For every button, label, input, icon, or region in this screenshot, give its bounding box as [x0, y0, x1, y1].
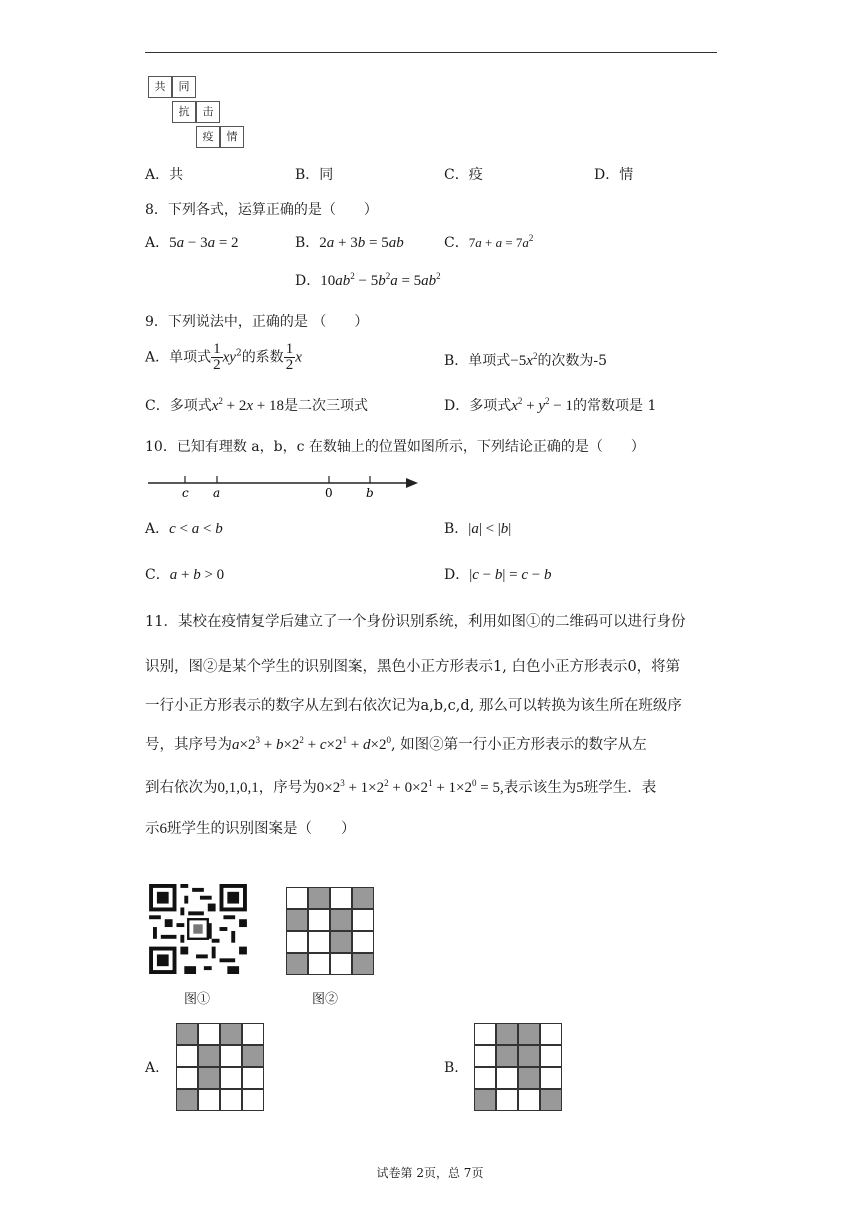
- grid-cell: [220, 1045, 242, 1067]
- q11-line6: 示6班学生的识别图案是（ ）: [145, 821, 356, 837]
- grid-cell: [518, 1067, 540, 1089]
- grid-cell: [308, 909, 330, 931]
- grid-cell: [176, 1067, 198, 1089]
- cube-face: 共: [148, 76, 172, 98]
- grid-cell: [286, 887, 308, 909]
- q8-option-c: C．$7a + a = 7a^2$: [444, 233, 534, 251]
- grid-cell: [330, 909, 352, 931]
- q7-option-c: C．疫: [444, 167, 483, 183]
- cube-face: 疫: [196, 126, 220, 148]
- q8-option-d: D．$10ab^2 - 5b^2a = 5ab^2$: [295, 271, 441, 289]
- grid-cell: [308, 887, 330, 909]
- q10-option-d: D．|c − b| = c − b: [444, 567, 552, 583]
- grid-cell: [540, 1067, 562, 1089]
- q11-option-a-label: A.: [145, 1060, 160, 1076]
- grid-cell: [518, 1089, 540, 1111]
- option-a-grid: [176, 1023, 264, 1111]
- q9-option-a: A．单项式 $\frac{1}{2}$ $xy^2$的系数 $\frac{1}{2}$ x: [145, 341, 302, 373]
- q7-option-a: A．共: [145, 167, 184, 183]
- grid-cell: [242, 1045, 264, 1067]
- q8-stem: 8．下列各式，运算正确的是（ ）: [145, 202, 378, 218]
- q11-line5: 到右依次为0,1,0,1，序号为$0\times 2^3 + 1\times 2^2 + 0\times 2^1 + 1\times 2^0 = 5$,表示该生为5班学生．表: [145, 778, 657, 796]
- label-c: c: [182, 486, 189, 500]
- grid-cell: [518, 1023, 540, 1045]
- grid-cell: [474, 1067, 496, 1089]
- grid-cell: [496, 1023, 518, 1045]
- grid-cell: [198, 1023, 220, 1045]
- q11-line2: 识别，图②是某个学生的识别图案，黑色小正方形表示1, 白色小正方形表示0，将第: [145, 659, 681, 675]
- q9-stem: 9．下列说法中，正确的是 （ ）: [145, 314, 369, 330]
- grid-cell: [518, 1045, 540, 1067]
- q9-option-b: B．单项式$-5x^2$的次数为-5: [444, 351, 608, 369]
- fig2-label: 图②: [312, 992, 339, 1007]
- number-line: [146, 470, 422, 500]
- grid-cell: [308, 931, 330, 953]
- grid-cell: [286, 953, 308, 975]
- fig1-label: 图①: [184, 992, 211, 1007]
- label-b: b: [366, 486, 374, 500]
- q7-option-b: B．同: [295, 167, 334, 183]
- grid-cell: [220, 1023, 242, 1045]
- q8-option-b: B．2a + 3b = 5ab: [295, 235, 404, 251]
- fig2-grid: [286, 887, 374, 975]
- grid-cell: [352, 931, 374, 953]
- grid-cell: [198, 1045, 220, 1067]
- cube-face: 抗: [172, 101, 196, 123]
- grid-cell: [496, 1089, 518, 1111]
- grid-cell: [286, 909, 308, 931]
- qr-code-image: [149, 884, 247, 974]
- q8-option-a: A．5a − 3a = 2: [145, 235, 239, 251]
- grid-cell: [330, 887, 352, 909]
- grid-cell: [308, 953, 330, 975]
- grid-cell: [198, 1089, 220, 1111]
- grid-cell: [474, 1089, 496, 1111]
- grid-cell: [176, 1023, 198, 1045]
- q11-line3: 一行小正方形表示的数字从左到右依次记为a,b,c,d, 那么可以转换为该生所在班级序: [145, 698, 682, 714]
- grid-cell: [540, 1023, 562, 1045]
- grid-cell: [540, 1045, 562, 1067]
- q9-option-c: C．多项式$x^2 + 2x + 18$是二次三项式: [145, 396, 368, 414]
- grid-cell: [352, 953, 374, 975]
- grid-cell: [286, 931, 308, 953]
- q11-line4: 号，其序号为$a\times 2^3 + b\times 2^2 + c\times 2^1 + d\times 2^0$, 如图②第一行小正方形表示的数字从左: [145, 735, 647, 753]
- q7-option-d: D．情: [594, 167, 634, 183]
- q10-option-a: A．c < a < b: [145, 521, 223, 537]
- grid-cell: [242, 1067, 264, 1089]
- grid-cell: [198, 1067, 220, 1089]
- grid-cell: [220, 1089, 242, 1111]
- grid-cell: [176, 1045, 198, 1067]
- grid-cell: [496, 1045, 518, 1067]
- grid-cell: [352, 909, 374, 931]
- grid-cell: [352, 887, 374, 909]
- grid-cell: [474, 1045, 496, 1067]
- grid-cell: [330, 953, 352, 975]
- label-a: a: [213, 486, 221, 500]
- grid-cell: [242, 1023, 264, 1045]
- cube-face: 击: [196, 101, 220, 123]
- option-b-grid: [474, 1023, 562, 1111]
- cube-face: 情: [220, 126, 244, 148]
- grid-cell: [474, 1023, 496, 1045]
- page-footer: 试卷第 2页，总 7页: [376, 1166, 484, 1180]
- grid-cell: [242, 1089, 264, 1111]
- q10-option-b: B．|a| < |b|: [444, 521, 512, 537]
- cube-face: 同: [172, 76, 196, 98]
- q10-option-c: C．a + b > 0: [145, 567, 225, 583]
- q11-option-b-label: B.: [444, 1060, 459, 1076]
- grid-cell: [540, 1089, 562, 1111]
- grid-cell: [330, 931, 352, 953]
- axis-arrow: [406, 478, 418, 488]
- grid-cell: [496, 1067, 518, 1089]
- header-rule: [145, 52, 717, 53]
- grid-cell: [176, 1089, 198, 1111]
- label-0: 0: [325, 486, 333, 500]
- q10-stem: 10．已知有理数 a，b，c 在数轴上的位置如图所示，下列结论正确的是（ ）: [145, 439, 645, 455]
- q9-option-d: D．多项式$x^2 + y^2 - 1$的常数项是 1: [444, 396, 657, 414]
- q11-line1: 11．某校在疫情复学后建立了一个身份识别系统，利用如图①的二维码可以进行身份: [145, 614, 686, 630]
- grid-cell: [220, 1067, 242, 1089]
